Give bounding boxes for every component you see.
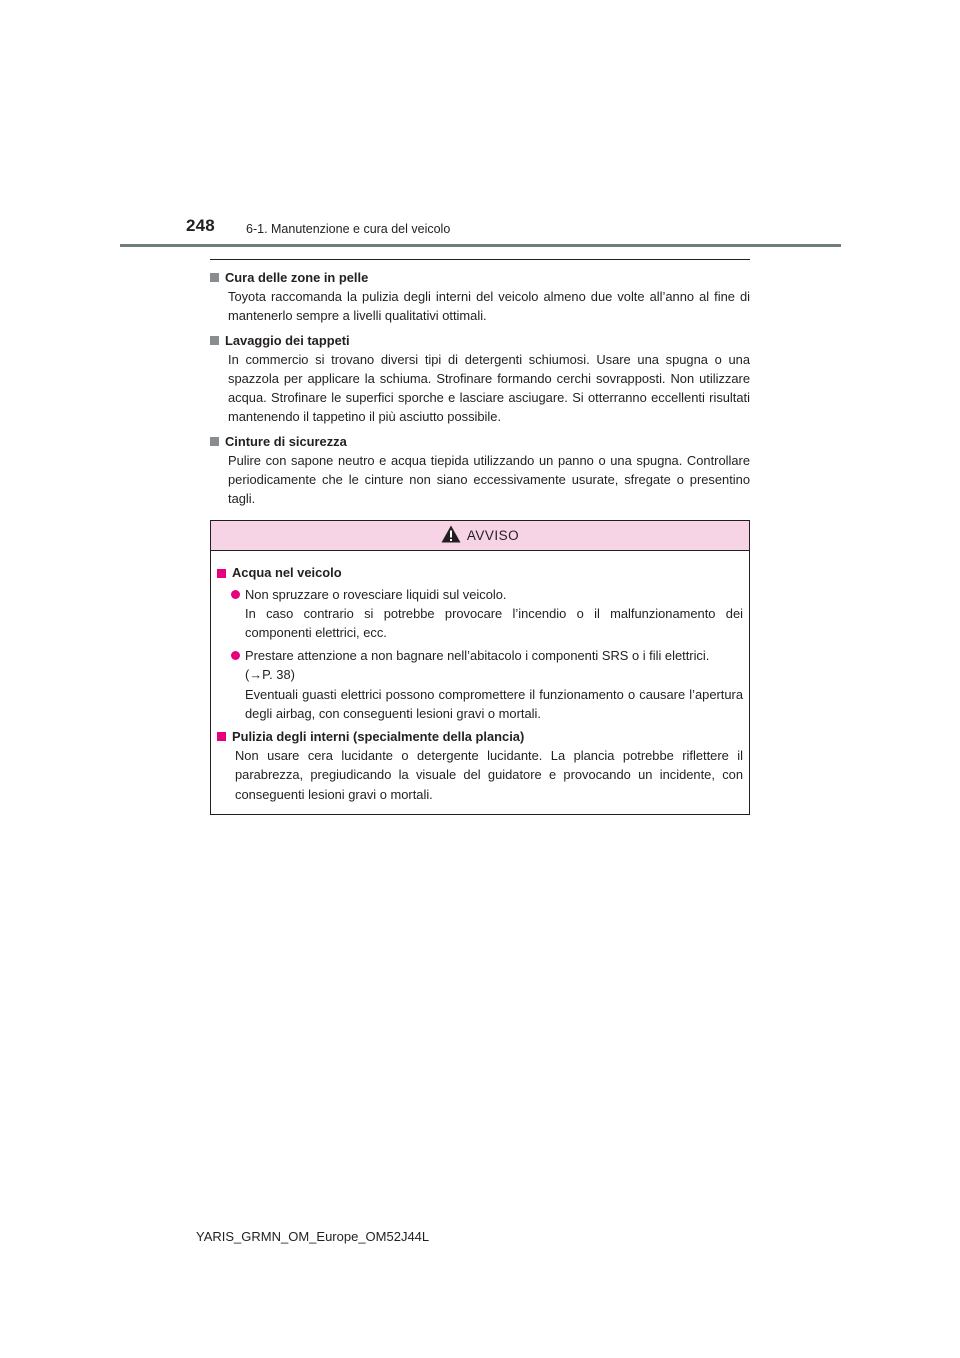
section-body: In commercio si trovano diversi tipi di detergenti schiumosi. Usare una spugna o una spazzola per applicare la schiuma. Strofinare formando cerchi sovrapposti. Non utilizzare acqua. Strofinare le superfici sporche e lasciare asciugare. Si otterranno eccellenti risultati mantenendo il tappetino il più asciutto possibile. xyxy=(228,351,750,425)
warning-bullet xyxy=(217,585,743,643)
warning-bullet xyxy=(217,646,743,723)
document-id: YARIS_GRMN_OM_Europe_OM52J44L xyxy=(196,1229,430,1244)
section-seat-belts xyxy=(210,432,750,509)
bullet-line: Prestare attenzione a non bagnare nell’abitacolo i componenti SRS o i fili elettrici. xyxy=(245,648,710,664)
page-content xyxy=(210,259,750,815)
section-title xyxy=(210,432,750,451)
bullet-text xyxy=(245,646,743,723)
chapter-title: 6-1. Manutenzione e cura del veicolo xyxy=(246,222,451,236)
section-title-text: Cura delle zone in pelle xyxy=(225,270,369,285)
warning-header xyxy=(211,521,749,551)
page-reference-link[interactable]: (→P. 38) xyxy=(245,667,295,683)
warning-section-body: Non usare cera lucidante o detergente lucidante. La plancia potrebbe riflettere il parabrezza, pregiudicando la visuale del guidatore e provocando un incidente, con conseguenti lesioni gravi o mortali. xyxy=(235,748,743,802)
bullet-line: Non spruzzare o rovesciare liquidi sul veicolo. xyxy=(245,586,507,602)
warning-triangle-icon xyxy=(441,525,461,543)
bullet-line: In caso contrario si potrebbe provocare l’incendio o il malfunzionamento dei componenti elettrici, ecc. xyxy=(245,605,743,641)
square-bullet-icon xyxy=(210,273,219,282)
circle-bullet-icon xyxy=(231,590,240,599)
warning-label: AVVISO xyxy=(466,528,520,544)
warning-section-title-text: Pulizia degli interni (specialmente della plancia) xyxy=(232,729,525,745)
square-bullet-icon xyxy=(217,569,226,578)
square-bullet-icon xyxy=(217,732,226,741)
warning-body xyxy=(211,551,749,813)
section-title-text: Cinture di sicurezza xyxy=(225,433,347,449)
warning-section-title xyxy=(217,563,743,582)
warning-section-title-text: Acqua nel veicolo xyxy=(232,565,342,581)
section-body: Toyota raccomanda la pulizia degli interni del veicolo almeno due volte all’anno al fine di mantenerlo sempre a livelli qualitativi ottimali. xyxy=(228,289,750,324)
section-title xyxy=(210,331,750,350)
section-carpet-cleaning xyxy=(210,331,750,427)
content-top-rule xyxy=(210,259,750,260)
section-leather-care xyxy=(210,268,750,326)
square-bullet-icon xyxy=(210,437,219,446)
circle-bullet-icon xyxy=(231,651,240,660)
square-bullet-icon xyxy=(210,336,219,345)
section-body: Pulire con sapone neutro e acqua tiepida utilizzando un panno o una spugna. Controllare periodicamente che le cinture non siano eccessivamente usurate, sfregate o presentino tagli. xyxy=(228,452,750,507)
bullet-line: Eventuali guasti elettrici possono compromettere il funzionamento o causare l’apertura degli airbag, con conseguenti lesioni gravi o mortali. xyxy=(245,686,743,721)
header-rule xyxy=(120,244,841,247)
bullet-text xyxy=(245,585,743,643)
section-title xyxy=(210,268,750,287)
page-number: 248 xyxy=(186,216,215,235)
warning-section-title xyxy=(217,727,743,746)
section-title-text: Lavaggio dei tappeti xyxy=(225,332,350,348)
warning-box xyxy=(210,520,750,814)
